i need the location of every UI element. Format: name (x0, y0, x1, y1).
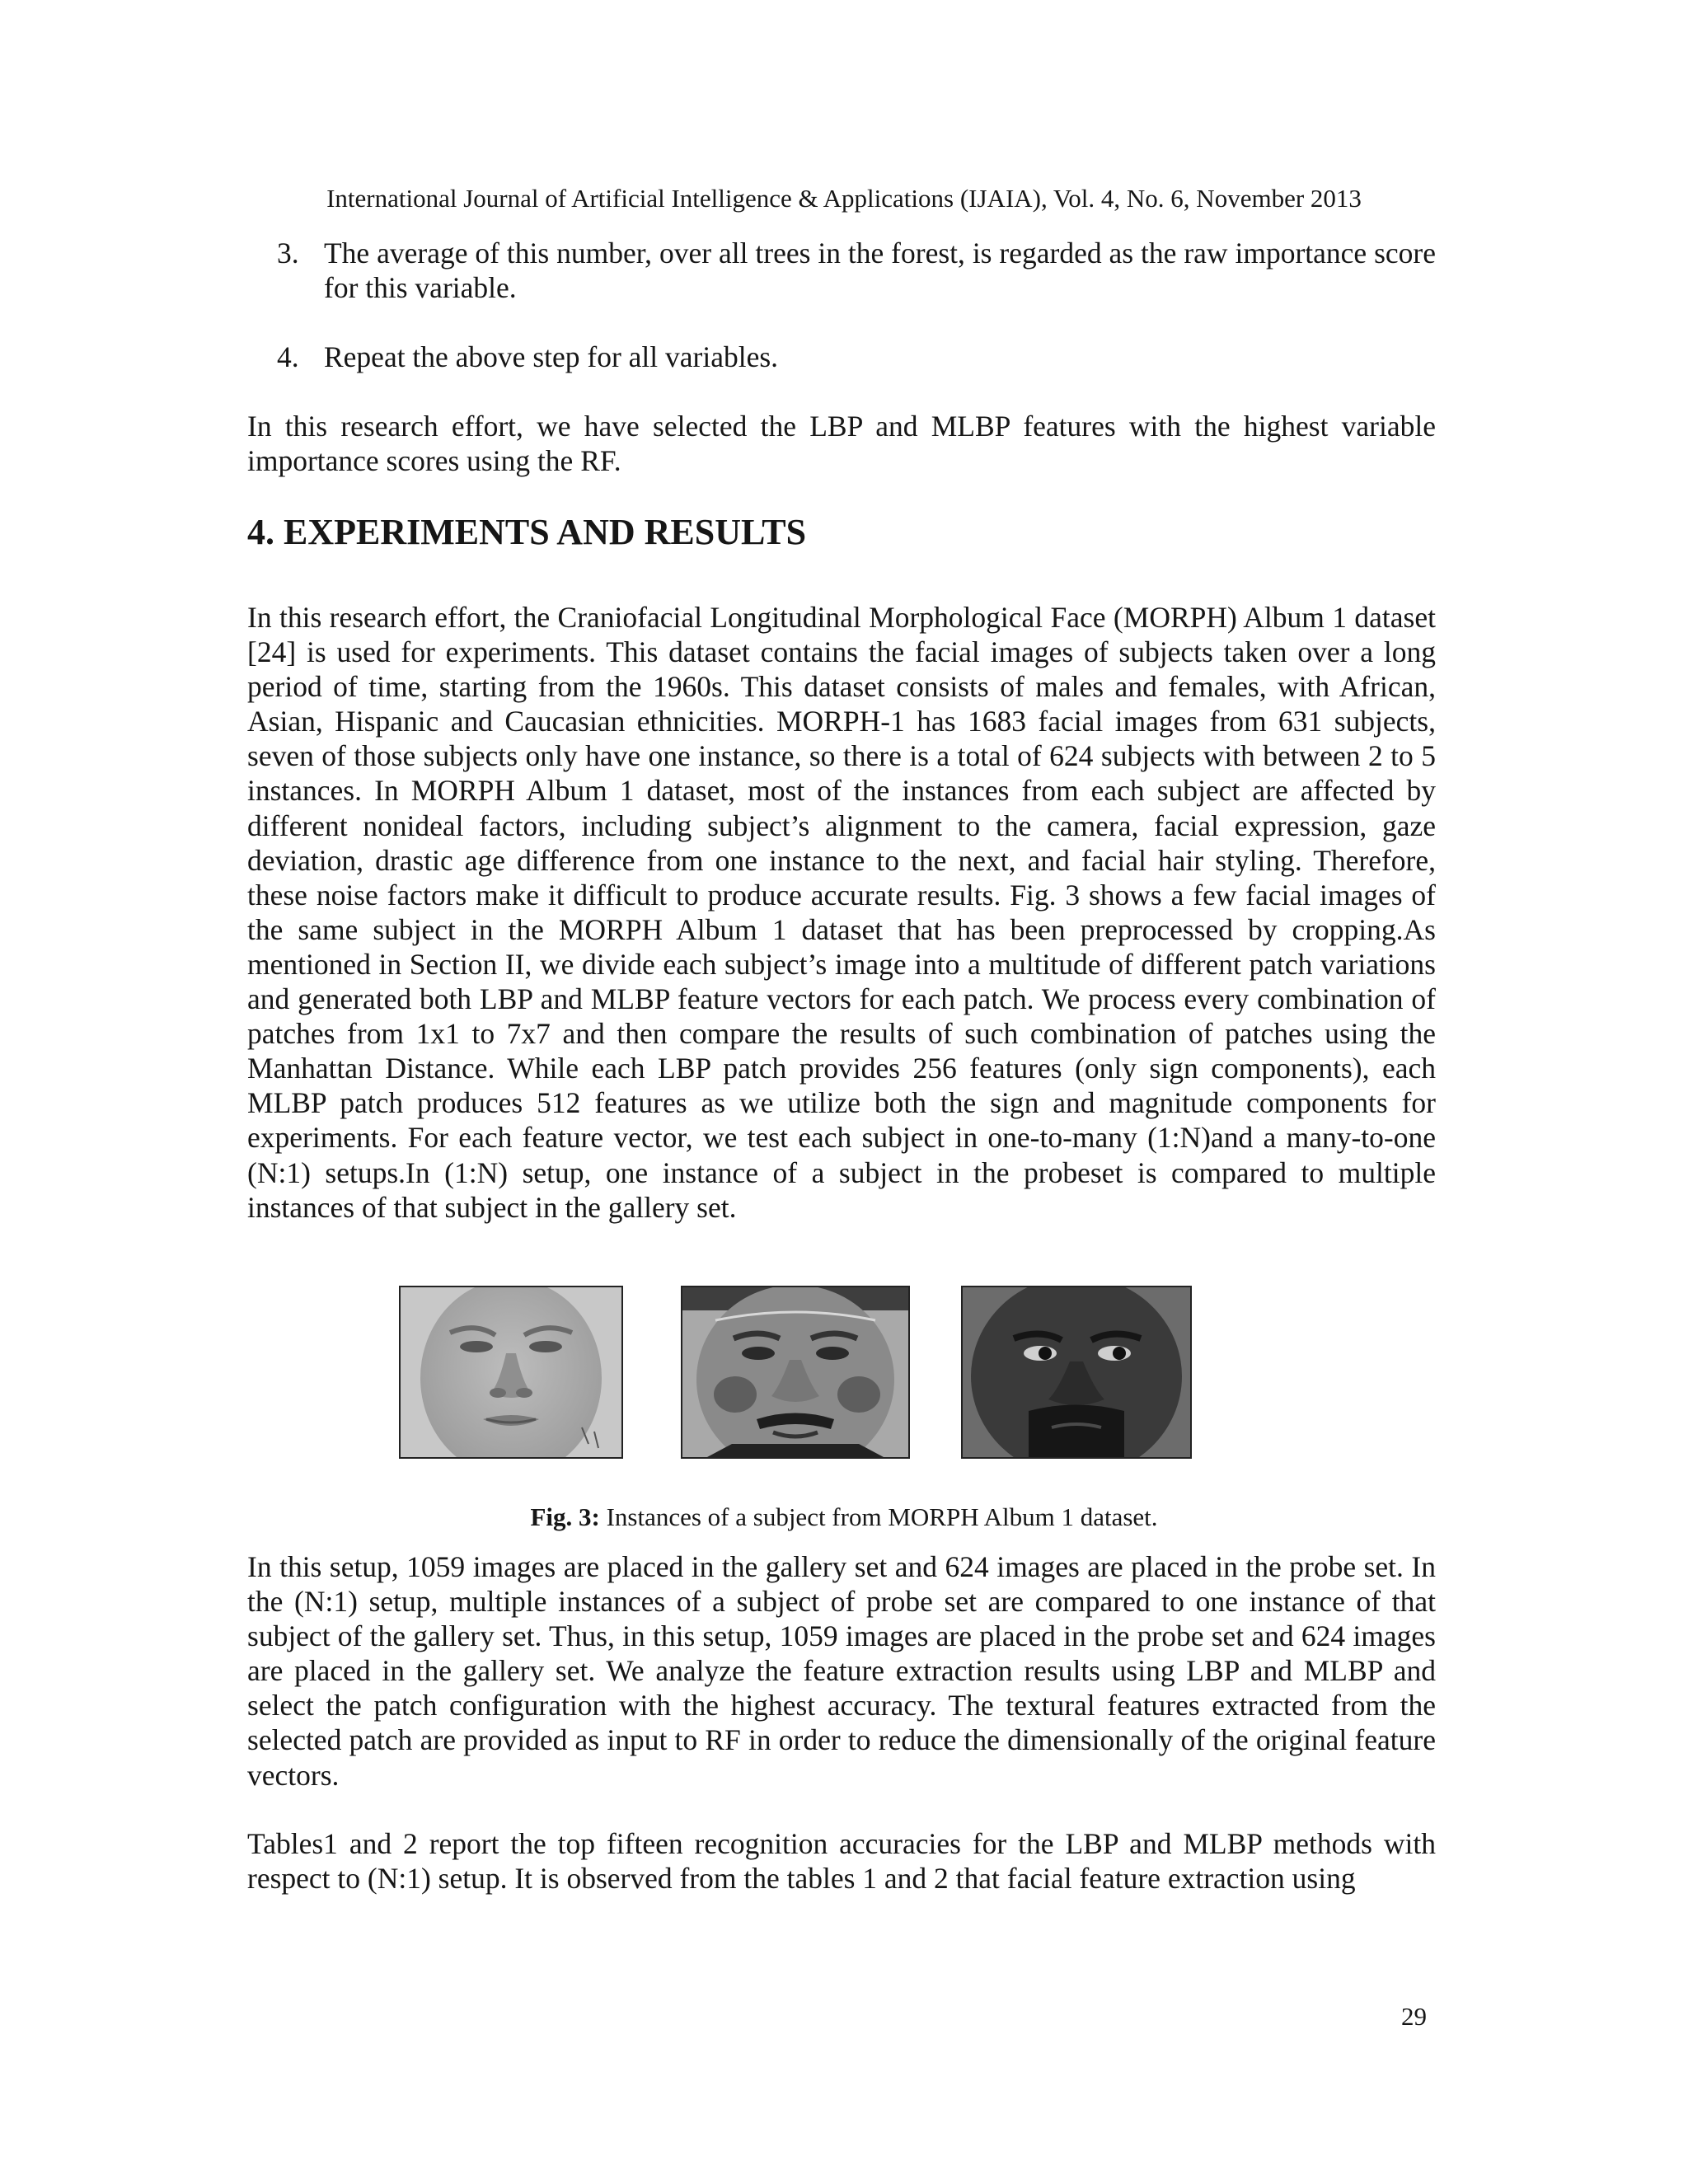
paragraph-setup: In this setup, 1059 images are placed in the gallery set and 624 images are placed in the probe set. In the (N:1) setup, multiple instances of a subject of probe set are compared to one instance of that subject of the gallery set. Thus, in this setup, 1059 images are placed in the probe set and 624 images are placed in the gallery set. We analyze the feature extraction results using LBP and MLBP and select the patch configuration with the highest accuracy. The textural features extracted from the selected patch are provided as input to RF in order to reduce the dimensionally of the original feature vectors. (247, 1550, 1436, 1792)
section-number: 4 (247, 512, 265, 552)
face-image-2 (681, 1286, 910, 1459)
list-text: The average of this number, over all trees in the forest, is regarded as the raw importance score for this variable. (324, 237, 1436, 305)
paragraph-tables: Tables1 and 2 report the top fifteen recognition accuracies for the LBP and MLBP methods with respect to (N:1) setup. It is observed from the tables 1 and 2 that facial feature extraction using (247, 1827, 1436, 1896)
list-number: 4. (277, 340, 299, 373)
paragraph-dataset: In this research effort, the Craniofacial Longitudinal Morphological Face (MORPH) Album 1 dataset [24] is used for experiments. This dataset contains the facial images of subjects taken over a long period of time, starting from the 1960s. This dataset consists of males and females, with African, Asian, Hispanic and Caucasian ethnicities. MORPH-1 has 1683 facial images from 631 subjects, seven of those subjects only have one instance, so there is a total of 624 subjects with between 2 to 5 instances. In MORPH Album 1 dataset, most of the instances from each subject are affected by different nonideal factors, including subject’s alignment to the camera, facial expression, gaze deviation, drastic age difference from one instance to the next, and facial hair styling. Therefore, these noise factors make it difficult to produce accurate results. Fig. 3 shows a few facial images of the same subject in the MORPH Album 1 dataset that has been preprocessed by cropping.As mentioned in Section II, we divide each subject’s image into a multitude of different patch variations and generated both LBP and MLBP feature vectors for each patch. We process every combination of patches from 1x1 to 7x7 and then compare the results of such combination of patches using the Manhattan Distance. While each LBP patch provides 256 features (only sign components), each MLBP patch produces 512 features as we utilize both the sign and magnitude components for experiments. For each feature vector, we test each subject in one-to-many (1:N)and a many-to-one (N:1) setups.In (1:N) setup, one instance of a subject in the probeset is compared to multiple instances of that subject in the gallery set. (247, 601, 1436, 1224)
caption-text: Instances of a subject from MORPH Album 1 dataset. (599, 1502, 1158, 1531)
list-text: Repeat the above step for all variables. (324, 340, 779, 373)
section-heading (247, 511, 806, 554)
face-image-1 (399, 1286, 623, 1459)
list-number: 3. (277, 237, 299, 269)
journal-header: International Journal of Artificial Intelligence & Applications (IJAIA), Vol. 4, No. 6, November 2013 (326, 184, 1362, 213)
figure-caption (0, 1502, 1688, 1533)
section-title: . EXPERIMENTS AND RESULTS (265, 512, 807, 552)
page-number: 29 (1401, 2002, 1427, 2031)
face-image-3 (961, 1286, 1192, 1459)
paragraph-intro: In this research effort, we have selected the LBP and MLBP features with the highest variable importance scores using the RF. (247, 410, 1436, 478)
caption-label: Fig. 3: (530, 1502, 600, 1531)
